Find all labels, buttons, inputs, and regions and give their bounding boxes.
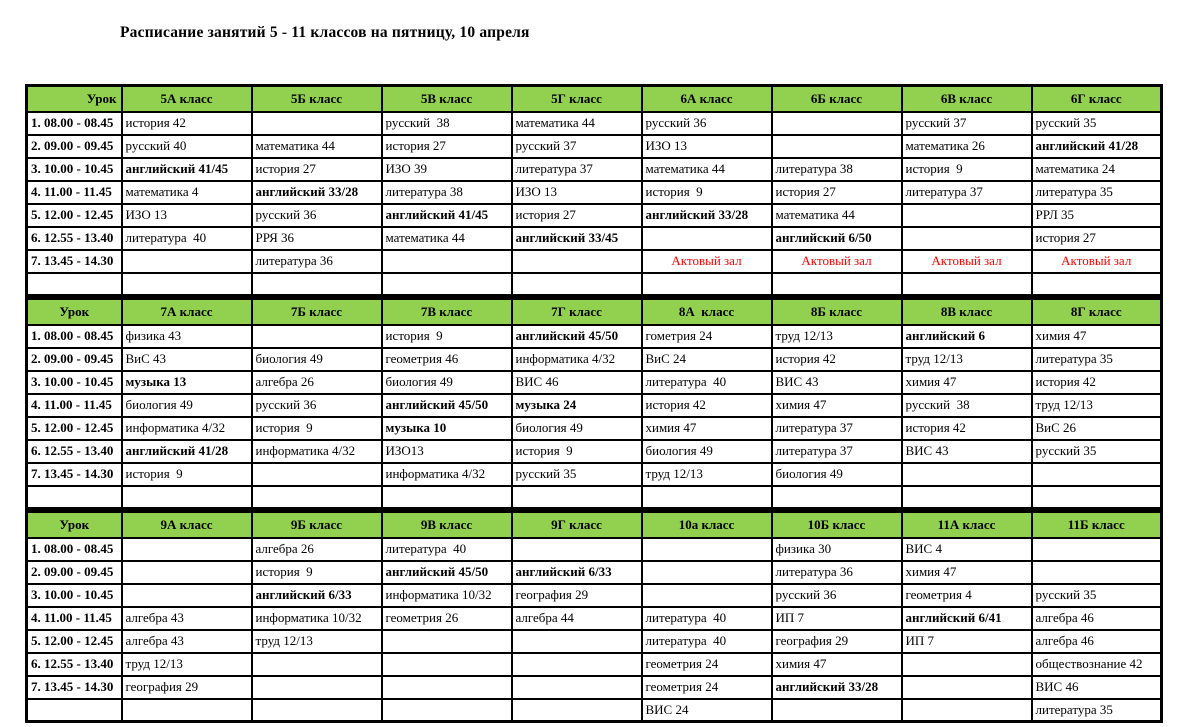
schedule-cell [902, 653, 1032, 676]
schedule-table-5-6 [25, 84, 1163, 297]
class-column-header: 5А класс [122, 86, 252, 112]
schedule-table-7-8 [25, 297, 1163, 510]
schedule-cell: литература 38 [772, 158, 902, 181]
schedule-cell: ИП 7 [772, 607, 902, 630]
schedule-cell [642, 227, 772, 250]
class-column-header: 6В класс [902, 86, 1032, 112]
schedule-cell [252, 699, 382, 722]
schedule-cell: история 27 [772, 181, 902, 204]
schedule-cell: история 9 [642, 181, 772, 204]
schedule-cell: математика 24 [1032, 158, 1162, 181]
schedule-cell: английский 33/28 [252, 181, 382, 204]
schedule-cell: алгебра 26 [252, 538, 382, 561]
schedule-cell: литература 35 [1032, 181, 1162, 204]
time-cell: 4. 11.00 - 11.45 [27, 607, 122, 630]
schedule-cell: математика 44 [772, 204, 902, 227]
schedule-cell: литература 37 [772, 417, 902, 440]
class-column-header: 6Б класс [772, 86, 902, 112]
schedule-cell: русский 36 [252, 204, 382, 227]
schedule-cell: алгебра 46 [1032, 630, 1162, 653]
time-cell: 2. 09.00 - 09.45 [27, 348, 122, 371]
schedule-cell: ВиС 24 [642, 348, 772, 371]
time-cell: 5. 12.00 - 12.45 [27, 630, 122, 653]
time-cell: 2. 09.00 - 09.45 [27, 561, 122, 584]
schedule-cell: английский 45/50 [382, 561, 512, 584]
schedule-cell: литература 40 [642, 371, 772, 394]
class-column-header: 8Б класс [772, 299, 902, 325]
schedule-cell: история 42 [122, 112, 252, 135]
schedule-cell: труд 12/13 [1032, 394, 1162, 417]
schedule-cell: русский 36 [772, 584, 902, 607]
schedule-cell: алгебра 46 [1032, 607, 1162, 630]
schedule-cell [902, 204, 1032, 227]
schedule-cell: английский 41/28 [1032, 135, 1162, 158]
schedule-cell [122, 561, 252, 584]
schedule-cell: история 9 [512, 440, 642, 463]
class-column-header: 8Г класс [1032, 299, 1162, 325]
schedule-cell [772, 699, 902, 722]
time-cell: 6. 12.55 - 13.40 [27, 440, 122, 463]
schedule-cell: английский 6/41 [902, 607, 1032, 630]
schedule-cell: английский 41/45 [122, 158, 252, 181]
schedule-cell: Актовый зал [772, 250, 902, 273]
schedule-cell: английский 33/45 [512, 227, 642, 250]
schedule-cell: литература 38 [382, 181, 512, 204]
schedule-cell: литература 40 [382, 538, 512, 561]
schedule-cell [902, 273, 1032, 296]
class-column-header: 7Г класс [512, 299, 642, 325]
schedule-cell: биология 49 [772, 463, 902, 486]
schedule-cell: Актовый зал [642, 250, 772, 273]
schedule-cell: информатика 4/32 [512, 348, 642, 371]
schedule-cell: геометрия 24 [642, 653, 772, 676]
schedule-cell: английский 33/28 [772, 676, 902, 699]
schedule-cell: ВИС 24 [642, 699, 772, 722]
schedule-cell: информатика 10/32 [382, 584, 512, 607]
schedule-cell: ВиС 43 [122, 348, 252, 371]
schedule-cell [642, 538, 772, 561]
schedule-cell [902, 486, 1032, 509]
schedule-cell [902, 227, 1032, 250]
schedule-cell: математика 44 [382, 227, 512, 250]
schedule-cell [1032, 273, 1162, 296]
schedule-cell [252, 273, 382, 296]
time-cell: 5. 12.00 - 12.45 [27, 204, 122, 227]
schedule-cell [512, 676, 642, 699]
schedule-cell [642, 584, 772, 607]
schedule-cell [382, 630, 512, 653]
schedule-cell [1032, 486, 1162, 509]
schedule-cell: история 42 [1032, 371, 1162, 394]
schedule-cell [642, 273, 772, 296]
schedule-cell: математика 44 [252, 135, 382, 158]
schedule-cell: химия 47 [902, 561, 1032, 584]
schedule-cell: история 27 [382, 135, 512, 158]
class-column-header: 6Г класс [1032, 86, 1162, 112]
schedule-cell: русский 36 [252, 394, 382, 417]
class-column-header: 5Б класс [252, 86, 382, 112]
time-cell: 1. 08.00 - 08.45 [27, 538, 122, 561]
schedule-cell: музыка 10 [382, 417, 512, 440]
schedule-cell: история 9 [382, 325, 512, 348]
class-column-header: 6А класс [642, 86, 772, 112]
tables [25, 84, 1163, 723]
time-cell [27, 486, 122, 509]
page-title: Расписание занятий 5 - 11 классов на пятницу, 10 апреля [120, 24, 530, 41]
schedule-cell: литература 40 [122, 227, 252, 250]
class-column-header: 10а класс [642, 512, 772, 538]
schedule-cell: физика 30 [772, 538, 902, 561]
schedule-cell [642, 486, 772, 509]
schedule-cell: математика 44 [512, 112, 642, 135]
schedule-cell: информатика 4/32 [382, 463, 512, 486]
schedule-cell [642, 561, 772, 584]
schedule-cell: гометрия 24 [642, 325, 772, 348]
schedule-cell: английский 6/33 [512, 561, 642, 584]
schedule-cell: геометрия 4 [902, 584, 1032, 607]
schedule-cell: литература 37 [512, 158, 642, 181]
schedule-cell [122, 486, 252, 509]
schedule-cell: информатика 4/32 [122, 417, 252, 440]
schedule-cell: труд 12/13 [772, 325, 902, 348]
schedule-table-9-11 [25, 510, 1163, 723]
time-cell: 1. 08.00 - 08.45 [27, 325, 122, 348]
schedule-cell: история 27 [1032, 227, 1162, 250]
schedule-cell [512, 273, 642, 296]
schedule-cell: биология 49 [642, 440, 772, 463]
class-column-header: 9В класс [382, 512, 512, 538]
schedule-cell: биология 49 [382, 371, 512, 394]
schedule-cell [122, 273, 252, 296]
schedule-cell: геометрия 24 [642, 676, 772, 699]
schedule-cell: химия 47 [902, 371, 1032, 394]
schedule-cell: история 9 [122, 463, 252, 486]
schedule-cell: литература 37 [902, 181, 1032, 204]
schedule-cell [382, 653, 512, 676]
class-column-header: 7В класс [382, 299, 512, 325]
schedule-cell: музыка 13 [122, 371, 252, 394]
schedule-cell: русский 40 [122, 135, 252, 158]
schedule-cell [252, 325, 382, 348]
schedule-cell: ИЗО 13 [642, 135, 772, 158]
schedule-cell: труд 12/13 [252, 630, 382, 653]
schedule-cell: география 29 [122, 676, 252, 699]
schedule-cell: биология 49 [122, 394, 252, 417]
time-cell: 3. 10.00 - 10.45 [27, 371, 122, 394]
schedule-cell: геометрия 26 [382, 607, 512, 630]
schedule-cell: математика 4 [122, 181, 252, 204]
schedule-cell [382, 273, 512, 296]
schedule-cell: геометрия 46 [382, 348, 512, 371]
schedule-cell: физика 43 [122, 325, 252, 348]
schedule-cell: география 29 [512, 584, 642, 607]
schedule-cell: химия 47 [1032, 325, 1162, 348]
schedule-cell: история 27 [512, 204, 642, 227]
schedule-cell: ИЗО13 [382, 440, 512, 463]
time-cell: 3. 10.00 - 10.45 [27, 584, 122, 607]
schedule-cell: английский 6/50 [772, 227, 902, 250]
lesson-column-header: Урок [27, 299, 122, 325]
time-cell: 4. 11.00 - 11.45 [27, 181, 122, 204]
schedule-cell: Актовый зал [902, 250, 1032, 273]
schedule-cell: история 27 [252, 158, 382, 181]
class-column-header: 11Б класс [1032, 512, 1162, 538]
schedule-cell: литература 40 [642, 630, 772, 653]
schedule-cell: биология 49 [252, 348, 382, 371]
time-cell: 3. 10.00 - 10.45 [27, 158, 122, 181]
schedule-cell [512, 630, 642, 653]
schedule-cell: ИЗО 13 [122, 204, 252, 227]
schedule-cell: история 42 [642, 394, 772, 417]
schedule-cell: ВИС 4 [902, 538, 1032, 561]
schedule-cell [772, 135, 902, 158]
class-column-header: 5В класс [382, 86, 512, 112]
schedule-cell: литература 35 [1032, 348, 1162, 371]
schedule-cell: химия 47 [772, 394, 902, 417]
class-column-header: 10Б класс [772, 512, 902, 538]
schedule-cell: русский 35 [512, 463, 642, 486]
schedule-cell: музыка 24 [512, 394, 642, 417]
schedule-cell [902, 676, 1032, 699]
schedule-cell: математика 44 [642, 158, 772, 181]
schedule-cell: русский 37 [512, 135, 642, 158]
schedule-cell: английский 6 [902, 325, 1032, 348]
schedule-cell: ВИС 46 [1032, 676, 1162, 699]
schedule-cell [252, 112, 382, 135]
class-column-header: 11А класс [902, 512, 1032, 538]
schedule-cell: ИП 7 [902, 630, 1032, 653]
schedule-cell: РРЯ 36 [252, 227, 382, 250]
schedule-cell [252, 676, 382, 699]
schedule-cell: английский 41/45 [382, 204, 512, 227]
schedule-cell: РРЛ 35 [1032, 204, 1162, 227]
schedule-cell: алгебра 43 [122, 630, 252, 653]
schedule-cell [772, 486, 902, 509]
schedule-cell: алгебра 44 [512, 607, 642, 630]
schedule-cell [252, 486, 382, 509]
schedule-cell: география 29 [772, 630, 902, 653]
schedule-cell: русский 35 [1032, 584, 1162, 607]
schedule-cell: английский 41/28 [122, 440, 252, 463]
schedule-cell: история 9 [252, 561, 382, 584]
schedule-cell [512, 653, 642, 676]
schedule-cell: труд 12/13 [122, 653, 252, 676]
schedule-cell [122, 584, 252, 607]
time-cell: 7. 13.45 - 14.30 [27, 676, 122, 699]
time-cell [27, 699, 122, 722]
schedule-cell: ВИС 46 [512, 371, 642, 394]
time-cell: 6. 12.55 - 13.40 [27, 227, 122, 250]
schedule-cell: русский 38 [382, 112, 512, 135]
schedule-cell [122, 538, 252, 561]
schedule-cell [512, 250, 642, 273]
schedule-cell: алгебра 26 [252, 371, 382, 394]
schedule-cell [252, 653, 382, 676]
time-cell: 7. 13.45 - 14.30 [27, 463, 122, 486]
schedule-cell: история 9 [902, 158, 1032, 181]
time-cell [27, 273, 122, 296]
schedule-cell: ИЗО 39 [382, 158, 512, 181]
schedule-cell [512, 699, 642, 722]
time-cell: 2. 09.00 - 09.45 [27, 135, 122, 158]
lesson-column-header: Урок [27, 512, 122, 538]
schedule-cell: биология 49 [512, 417, 642, 440]
schedule-cell: химия 47 [772, 653, 902, 676]
schedule-cell: литература 36 [252, 250, 382, 273]
schedule-cell [1032, 463, 1162, 486]
schedule-cell [772, 112, 902, 135]
schedule-cell: труд 12/13 [902, 348, 1032, 371]
schedule-cell: история 42 [902, 417, 1032, 440]
schedule-cell [382, 699, 512, 722]
schedule-cell: обществознание 42 [1032, 653, 1162, 676]
schedule-cell: русский 38 [902, 394, 1032, 417]
schedule-cell: русский 37 [902, 112, 1032, 135]
schedule-cell [122, 699, 252, 722]
schedule-cell [1032, 538, 1162, 561]
class-column-header: 8В класс [902, 299, 1032, 325]
schedule-cell: литература 36 [772, 561, 902, 584]
schedule-cell: английский 6/33 [252, 584, 382, 607]
schedule-cell: английский 45/50 [512, 325, 642, 348]
schedule-cell: химия 47 [642, 417, 772, 440]
schedule-cell: русский 36 [642, 112, 772, 135]
time-cell: 5. 12.00 - 12.45 [27, 417, 122, 440]
class-column-header: 9А класс [122, 512, 252, 538]
schedule-cell: информатика 10/32 [252, 607, 382, 630]
lesson-column-header: Урок [27, 86, 122, 112]
schedule-cell: ВИС 43 [772, 371, 902, 394]
class-column-header: 8А класс [642, 299, 772, 325]
class-column-header: 7А класс [122, 299, 252, 325]
schedule-cell [902, 463, 1032, 486]
schedule-cell: литература 40 [642, 607, 772, 630]
schedule-cell: ИЗО 13 [512, 181, 642, 204]
schedule-cell: английский 33/28 [642, 204, 772, 227]
class-column-header: 5Г класс [512, 86, 642, 112]
schedule-cell: русский 35 [1032, 440, 1162, 463]
time-cell: 7. 13.45 - 14.30 [27, 250, 122, 273]
schedule-cell: литература 35 [1032, 699, 1162, 722]
time-cell: 4. 11.00 - 11.45 [27, 394, 122, 417]
schedule-cell [772, 273, 902, 296]
schedule-cell: труд 12/13 [642, 463, 772, 486]
schedule-cell [512, 486, 642, 509]
schedule-cell [122, 250, 252, 273]
schedule-cell: литература 37 [772, 440, 902, 463]
schedule-cell: алгебра 43 [122, 607, 252, 630]
schedule-cell [382, 486, 512, 509]
schedule-cell: история 9 [252, 417, 382, 440]
class-column-header: 9Г класс [512, 512, 642, 538]
class-column-header: 9Б класс [252, 512, 382, 538]
schedule-cell [252, 463, 382, 486]
schedule-cell: английский 45/50 [382, 394, 512, 417]
schedule-cell: история 42 [772, 348, 902, 371]
time-cell: 1. 08.00 - 08.45 [27, 112, 122, 135]
schedule-cell: русский 35 [1032, 112, 1162, 135]
class-column-header: 7Б класс [252, 299, 382, 325]
time-cell: 6. 12.55 - 13.40 [27, 653, 122, 676]
schedule-cell [512, 538, 642, 561]
schedule-cell [902, 699, 1032, 722]
schedule-cell [382, 250, 512, 273]
schedule-cell [1032, 561, 1162, 584]
schedule-cell: информатика 4/32 [252, 440, 382, 463]
schedule-cell: Актовый зал [1032, 250, 1162, 273]
schedule-cell: ВИС 43 [902, 440, 1032, 463]
schedule-cell: математика 26 [902, 135, 1032, 158]
schedule-cell: ВиС 26 [1032, 417, 1162, 440]
schedule-cell [382, 676, 512, 699]
